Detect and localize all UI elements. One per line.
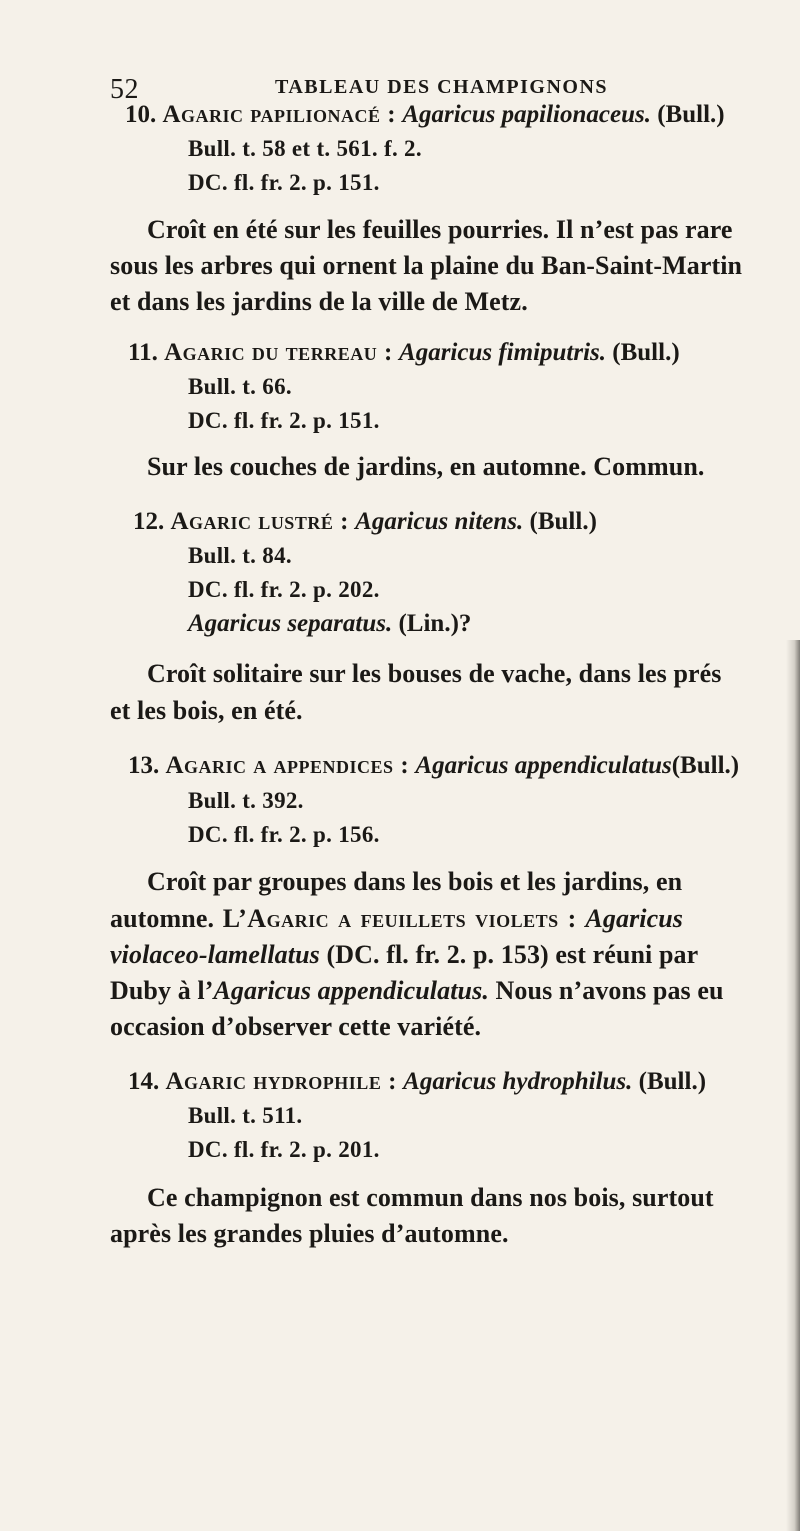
body-text: Sur les couches de jardins, en automne. Commun. [147,452,705,481]
entry-13-heading [128,751,739,781]
reference: DC. fl. fr. 2. p. 201. [188,1137,380,1162]
authority: (Bull.) [638,1068,707,1095]
common-name: Agaric lustré : [170,508,349,535]
latin-name: Agaricus fimiputris. [399,339,607,366]
cross-reference-latin: Agaricus appendiculatus. [213,976,489,1005]
running-title: TABLEAU DES CHAMPIGNONS [275,76,609,98]
page-edge-shadow [786,640,800,1531]
body-text: Croît solitaire sur les bouses de vache, dans les prés [147,659,722,688]
entry-number: 11. [128,339,158,366]
page-number: 52 [110,74,139,105]
reference: Bull. t. 392. [188,788,304,813]
reference: Bull. t. 58 et t. 561. f. 2. [188,136,422,161]
variety-common-name: L’Agaric a feuillets violets : [222,904,577,933]
authority: (Bull.) [529,508,597,535]
synonym-authority: (Lin.)? [398,610,472,637]
reference: DC. fl. fr. 2. p. 156. [188,822,380,847]
entry-11-heading [128,338,680,368]
body-text: et les bois, en été. [110,696,303,725]
body-text: sous les arbres qui ornent la plaine du Ban-Saint-Martin [110,251,743,280]
entry-10-heading [125,100,725,130]
latin-name: Agaricus hydrophilus. [403,1068,633,1095]
entry-number: 13. [128,752,160,779]
common-name: Agaric du terreau : [164,339,393,366]
reference: DC. fl. fr. 2. p. 151. [188,408,380,433]
body-text: Duby à l’Agaricus appendiculatus. Nous n’avons pas eu [110,976,724,1005]
reference: Bull. t. 66. [188,374,292,399]
reference: DC. fl. fr. 2. p. 151. [188,170,380,195]
latin-name: Agaricus nitens. [355,508,524,535]
authority: (Bull.) [612,339,680,366]
common-name: Agaric papilionacé : [162,101,397,128]
entry-number: 12. [133,508,165,535]
entry-14-heading [128,1067,706,1097]
body-text: après les grandes pluies d’automne. [110,1219,509,1248]
body-text: et dans les jardins de la ville de Metz. [110,287,528,316]
body-text: Ce champignon est commun dans nos bois, surtout [147,1183,714,1212]
entry-number: 10. [125,101,157,128]
latin-name: Agaricus papilionaceus. [402,101,651,128]
body-text: Croît en été sur les feuilles pourries. Il n’est pas rare [147,215,733,244]
entry-number: 14. [128,1068,160,1095]
body-text: Croît par groupes dans les bois et les jardins, en [147,867,683,896]
reference: Bull. t. 511. [188,1103,303,1128]
synonym-latin: Agaricus separatus. [188,610,393,637]
variety-genus: Agaricus [585,904,684,933]
authority: (Bull.) [671,752,740,779]
entry-12-heading [133,507,597,537]
reference: DC. fl. fr. 2. p. 202. [188,577,380,602]
variety-latin-name: violaceo-lamellatus [110,940,320,969]
common-name: Agaric hydrophile : [165,1068,397,1095]
body-text: automne. L’Agaric a feuillets violets : Agaricus [110,904,684,933]
latin-name: Agaricus appendiculatus [415,752,672,779]
synonym [188,609,471,639]
body-text: occasion d’observer cette variété. [110,1012,482,1041]
body-text: violaceo-lamellatus (DC. fl. fr. 2. p. 153) est réuni par [110,940,699,969]
common-name: Agaric a appendices : [165,752,410,779]
reference: Bull. t. 84. [188,543,292,568]
authority: (Bull.) [657,101,725,128]
